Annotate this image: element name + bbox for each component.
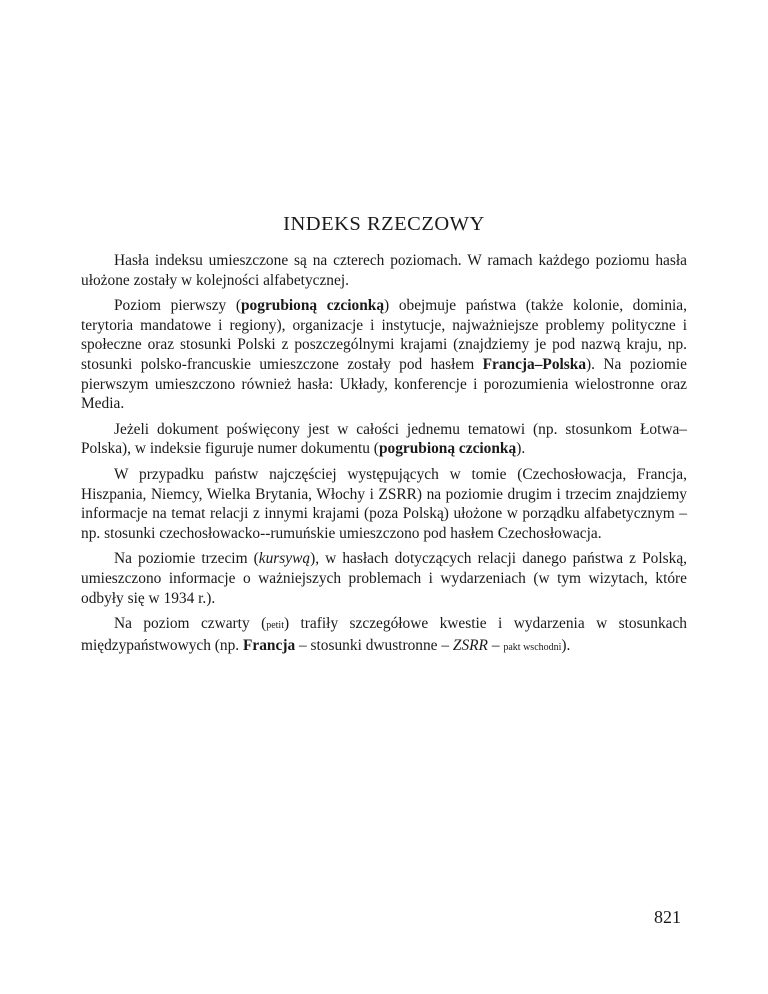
text-run: – stosunki dwustronne – xyxy=(295,636,453,654)
paragraph-first-level xyxy=(81,296,687,414)
bold-run: pogrubioną czcionką xyxy=(378,440,517,458)
text-run: – xyxy=(487,636,504,654)
text-run: Jeżeli dokument poświęcony jest w całości jednemu tematowi (np. stosunkom Łotwa–Polska), w indeksie figuruje numer dokumentu ( xyxy=(81,420,687,458)
paragraph-single-topic xyxy=(81,420,687,459)
index-introduction xyxy=(81,251,687,663)
paragraph-fourth-level xyxy=(81,614,687,657)
text-run: Na poziomie trzecim ( xyxy=(114,550,259,568)
italic-run: kursywą xyxy=(258,550,311,568)
text-run: ). xyxy=(561,636,571,654)
text-run: ) obejmuje państwa (także kolonie, dominia, terytoria mandatowe i regiony), organizacje i instytucje, najważniejsze problemy polityczne i społeczne oraz stosunki Polski z poszczególnymi krajami (znajdziemy je pod nazwą kraju, np. stosunki polsko-francuskie umieszczone zostały pod hasłem xyxy=(81,297,687,373)
paragraph-frequent-countries: W przypadku państw najczęściej występujących w tomie (Czechosłowacja, Francja, Hiszpania, Niemcy, Wielka Brytania, Włochy i ZSRR) na poziomie drugim i trzecim znajdziemy informacje na temat relacji z innymi krajami (poza Polską) ułożone w porządku alfabetycznym – np. stosunki czechosłowacko-​-rumuńskie umieszczono pod hasłem Czechosłowacja. xyxy=(81,465,687,542)
paragraph-third-level xyxy=(81,549,687,608)
petit-run: pakt wschodni xyxy=(503,641,562,653)
text-run: ) trafiły szczegółowe kwestie i wydarzenia w stosunkach międzypaństwowych (np. xyxy=(81,615,687,654)
paragraph-levels-overview: Hasła indeksu umieszczone są na czterech poziomach. W ramach każdego poziomu hasła ułożone zostały w kolejności alfabetycznej. xyxy=(81,252,687,289)
page-number: 821 xyxy=(654,907,681,927)
bold-run: pogrubioną czcionką xyxy=(241,297,385,315)
bold-run: Francja–Polska xyxy=(482,355,587,373)
bold-run: Francja xyxy=(243,636,296,654)
text-run: ). Na poziomie pierwszym umieszczono również hasła: Układy, konferencje i porozumienia wielostronne oraz Media. xyxy=(81,355,687,413)
petit-run: petit xyxy=(266,620,284,632)
page-title: INDEKS RZECZOWY xyxy=(283,213,485,235)
italic-run: ZSRR xyxy=(452,636,488,654)
text-run: Poziom pierwszy ( xyxy=(114,297,241,315)
text-run: Na poziom czwarty ( xyxy=(114,615,267,633)
text-run: ). xyxy=(516,440,526,458)
text-run: ), w hasłach dotyczących relacji danego państwa z Polską, umieszczono informacje o ważniejszych problemach i wydarzeniach (w tym wizytach, które odbyły się w 1934 r.). xyxy=(81,550,687,607)
